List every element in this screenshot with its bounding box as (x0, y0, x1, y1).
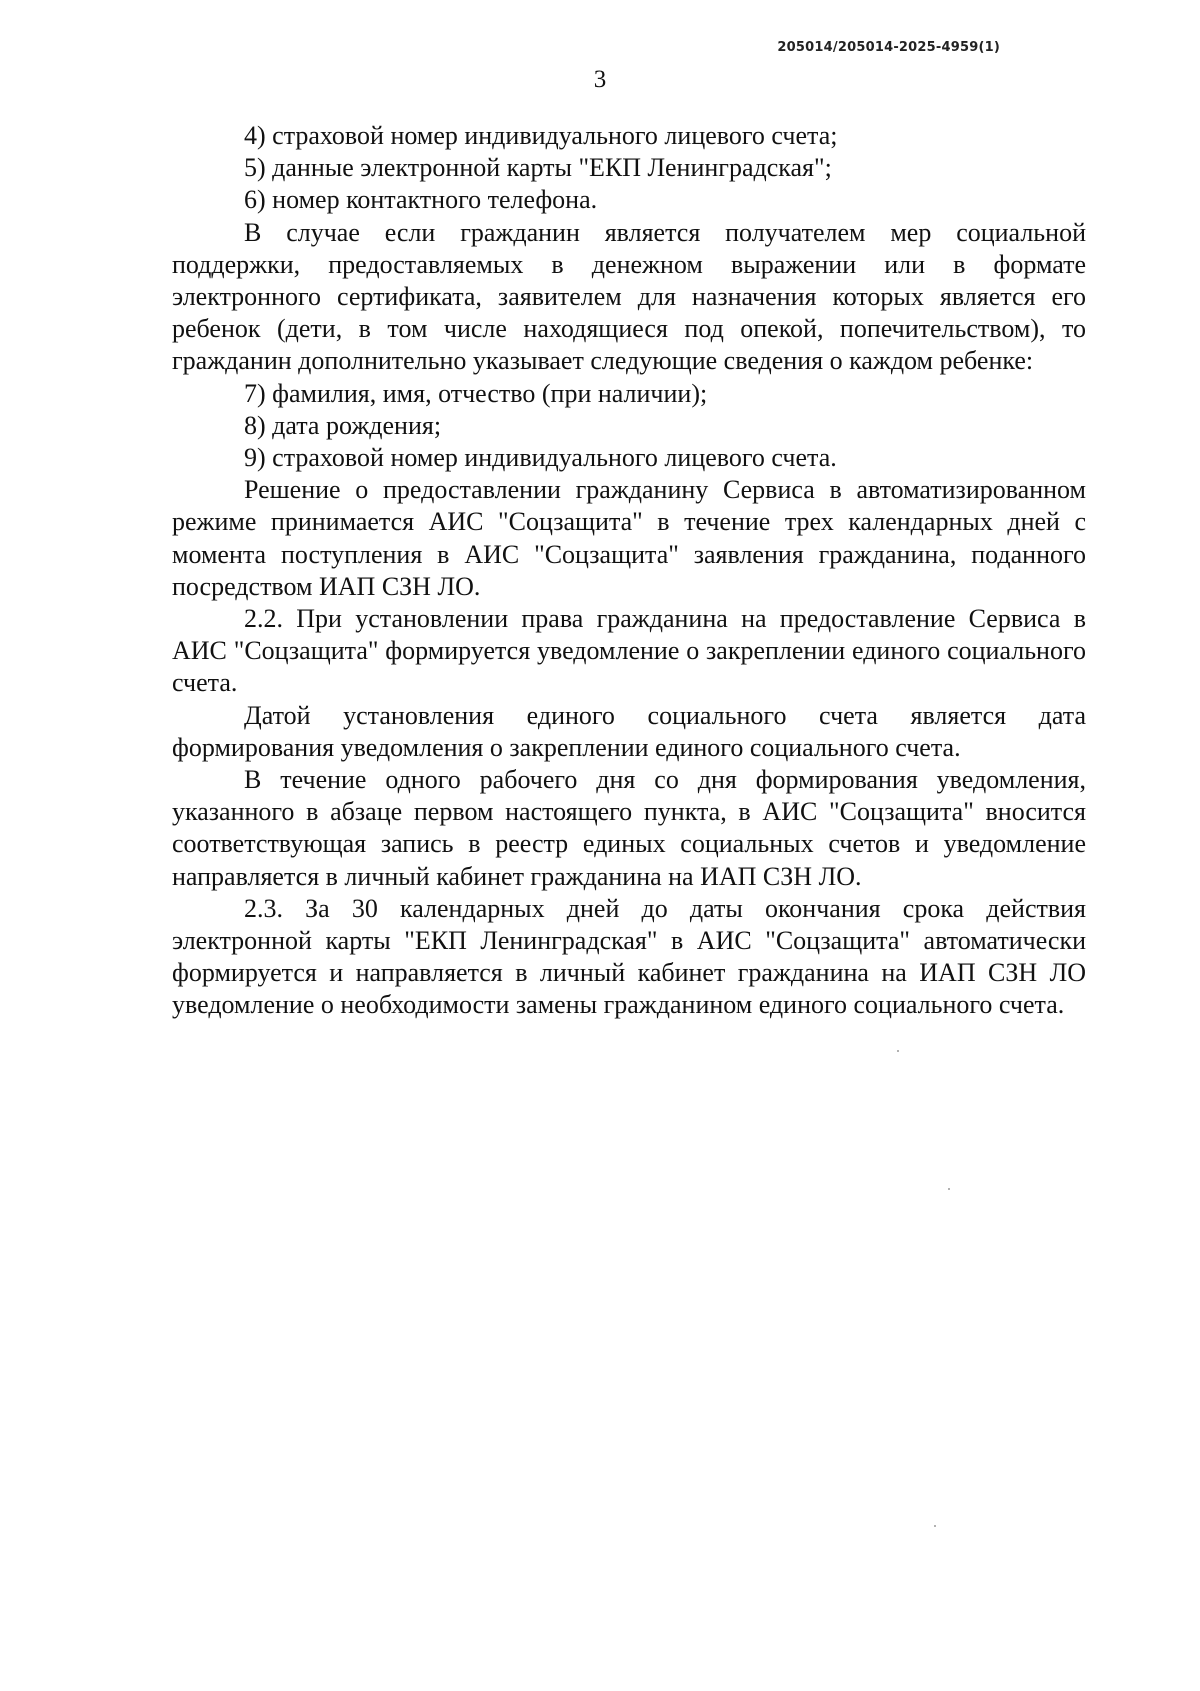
paragraph-item-9: 9) страховой номер индивидуального лицевого счета. (244, 443, 837, 473)
page-number: 3 (593, 66, 607, 93)
paragraph-item-8: 8) дата рождения; (244, 410, 442, 440)
paragraph-decision: Решение о предоставлении гражданину Сервиса в автоматизированном режиме принимается АИС "Соцзащита" в течение трех календарных дней с момента поступления в АИС "Соцзащита" заявления гражданина, поданного посредством ИАП СЗН ЛО. (172, 475, 1086, 601)
paragraph-item-4: 4) страховой номер индивидуального лицевого счета; (244, 121, 838, 150)
paragraph-account-date: Датой установления единого социального счета является дата формирования уведомления о закреплении единого социального счета. (172, 700, 1086, 762)
paragraph-item-6: 6) номер контактного телефона. (244, 185, 598, 215)
document-body (172, 120, 1086, 1022)
paragraph-section-2-3: 2.3. За 30 календарных дней до даты окончания срока действия электронной карты "ЕКП Ленинградская" в АИС "Соцзащита" автоматически формируется и направляется в личный кабинет гражданина на ИАП СЗН ЛО уведомление о необходимости замены гражданином единого социального счета. (172, 893, 1086, 1020)
paragraph-item-7: 7) фамилия, имя, отчество (при наличии); (244, 378, 708, 408)
paragraph-item-5: 5) данные электронной карты "ЕКП Ленинградская"; (244, 153, 832, 183)
document-id: 205014/205014-2025-4959(1) (777, 40, 1000, 55)
scan-speck (948, 1188, 950, 1190)
scan-speck (934, 1525, 936, 1527)
paragraph-section-2-2: 2.2. При установлении права гражданина на предоставление Сервиса в АИС "Соцзащита" формируется уведомление о закреплении единого социального счета. (172, 604, 1086, 698)
paragraph-children-info: В случае если гражданин является получателем мер социальной поддержки, предоставляемых в денежном выражении или в формате электронного сертификата, заявителем для назначения которых является его ребенок (дети, в том числе находящиеся под опекой, попечительством), то гражданин дополнительно указывает следующие сведения о каждом ребенке: (172, 217, 1086, 376)
paragraph-registry-entry: В течение одного рабочего дня со дня формирования уведомления, указанного в абзаце первом настоящего пункта, в АИС "Соцзащита" вносится соответствующая запись в реестр единых социальных счетов и уведомление направляется в личный кабинет гражданина на ИАП СЗН ЛО. (172, 765, 1086, 891)
scan-speck (897, 1050, 899, 1052)
